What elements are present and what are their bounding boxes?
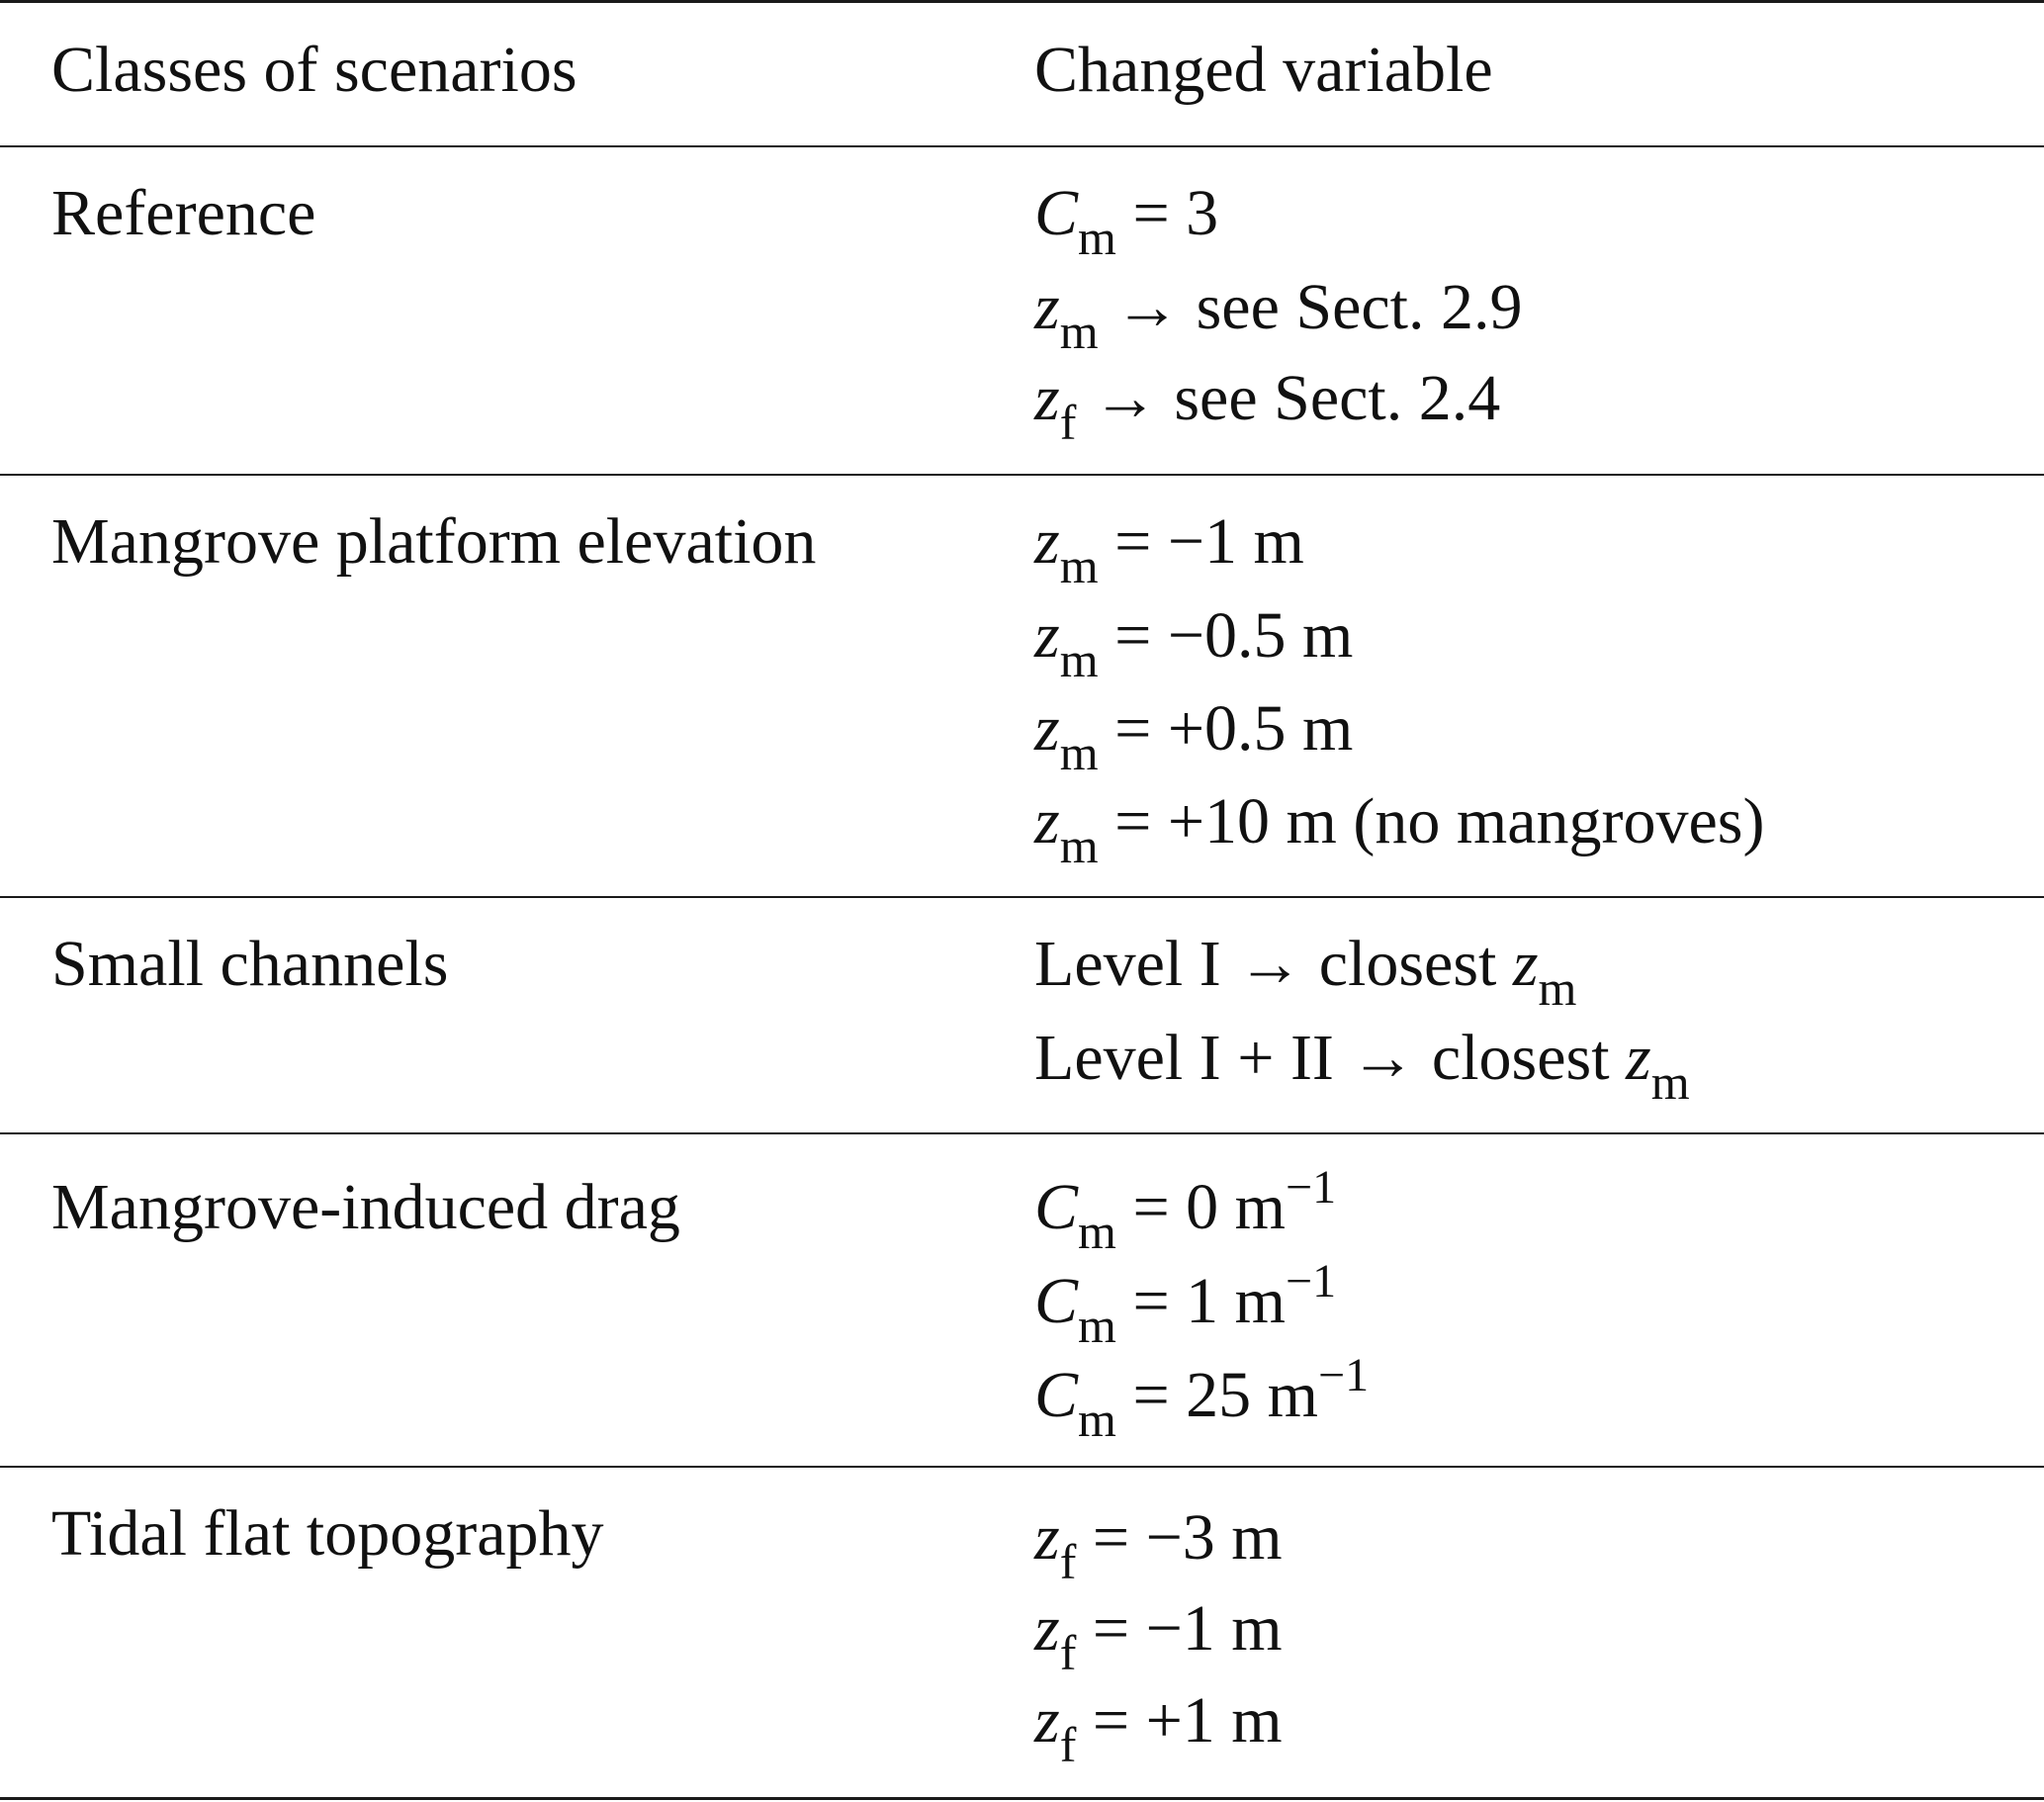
variable-line	[1034, 599, 1354, 687]
variable-superscript: −1	[1286, 1255, 1337, 1307]
variable-subscript: m	[1078, 1298, 1116, 1353]
header-classes-of-scenarios: Classes of scenarios	[51, 34, 578, 106]
variable-relation: = −1 m	[1098, 505, 1304, 578]
variable-symbol: z	[1512, 928, 1539, 1000]
variable-symbol: z	[1626, 1022, 1651, 1094]
variable-subscript: m	[1059, 304, 1099, 359]
variable-prefix: Level I → closest	[1034, 928, 1513, 1000]
variable-subscript: m	[1078, 1204, 1116, 1259]
variable-subscript: m	[1059, 632, 1099, 687]
variable-symbol: z	[1034, 785, 1060, 857]
variable-line	[1034, 271, 1523, 359]
table-top-rule	[0, 0, 2044, 3]
variable-line	[1034, 177, 1219, 265]
variable-line	[1034, 785, 1765, 873]
variable-relation: = −0.5 m	[1098, 599, 1354, 672]
variable-line	[1034, 1161, 1337, 1259]
variable-relation: = 3	[1115, 177, 1219, 249]
variable-relation: = −3 m	[1076, 1501, 1283, 1574]
variable-symbol: z	[1034, 1684, 1060, 1757]
variable-subscript: m	[1650, 1054, 1690, 1110]
variable-line	[1034, 1255, 1337, 1353]
variable-line	[1034, 1501, 1283, 1589]
scenario-class: Reference	[51, 177, 316, 249]
variable-subscript: m	[1538, 960, 1577, 1016]
variable-relation: = 0 m	[1115, 1171, 1286, 1243]
variable-symbol: z	[1034, 692, 1060, 765]
variable-subscript: m	[1078, 210, 1116, 265]
variable-symbol: z	[1034, 599, 1060, 672]
scenario-class: Tidal flat topography	[51, 1497, 604, 1570]
variable-line	[1034, 928, 1577, 1016]
variable-subscript: f	[1059, 1717, 1077, 1772]
scenario-class: Mangrove platform elevation	[51, 505, 817, 578]
variable-line	[1034, 1022, 1690, 1110]
variable-relation: = 25 m	[1115, 1359, 1318, 1431]
variable-subscript: f	[1059, 1534, 1077, 1589]
scenario-class: Small channels	[51, 928, 449, 1000]
variable-superscript: −1	[1318, 1349, 1370, 1401]
variable-line	[1034, 505, 1304, 593]
variable-relation: = +1 m	[1076, 1684, 1283, 1757]
row-rule	[0, 474, 2044, 476]
scenario-class: Mangrove-induced drag	[51, 1171, 680, 1243]
variable-relation: = +10 m (no mangroves)	[1098, 785, 1765, 857]
variable-relation: = 1 m	[1115, 1265, 1286, 1337]
variable-symbol: C	[1034, 1265, 1079, 1337]
variable-subscript: m	[1078, 1392, 1116, 1447]
row-rule	[0, 896, 2044, 898]
variable-relation: = +0.5 m	[1098, 692, 1354, 765]
variable-superscript: −1	[1286, 1161, 1337, 1214]
variable-line	[1034, 692, 1354, 780]
variable-line	[1034, 1684, 1283, 1772]
variable-symbol: z	[1034, 1592, 1060, 1665]
variable-symbol: C	[1034, 1359, 1079, 1431]
variable-symbol: z	[1034, 271, 1060, 343]
header-changed-variable: Changed variable	[1034, 34, 1493, 106]
variable-symbol: z	[1034, 362, 1060, 434]
variable-relation: → see Sect. 2.9	[1098, 271, 1523, 343]
table-bottom-rule	[0, 1797, 2044, 1800]
variable-subscript: f	[1059, 1625, 1077, 1680]
variable-line	[1034, 1349, 1370, 1447]
variable-subscript: m	[1059, 818, 1099, 873]
variable-subscript: m	[1059, 725, 1099, 780]
variable-symbol: C	[1034, 177, 1079, 249]
row-rule	[0, 1132, 2044, 1134]
variable-subscript: f	[1059, 395, 1077, 450]
variable-subscript: m	[1059, 538, 1099, 593]
variable-symbol: z	[1034, 1501, 1060, 1574]
row-rule	[0, 1466, 2044, 1468]
variable-line	[1034, 1592, 1283, 1680]
header-rule	[0, 145, 2044, 147]
variable-prefix: Level I + II → closest	[1034, 1022, 1627, 1094]
variable-relation: = −1 m	[1076, 1592, 1283, 1665]
variable-symbol: C	[1034, 1171, 1079, 1243]
variable-relation: → see Sect. 2.4	[1076, 362, 1501, 434]
variable-symbol: z	[1034, 505, 1060, 578]
variable-line	[1034, 362, 1501, 450]
